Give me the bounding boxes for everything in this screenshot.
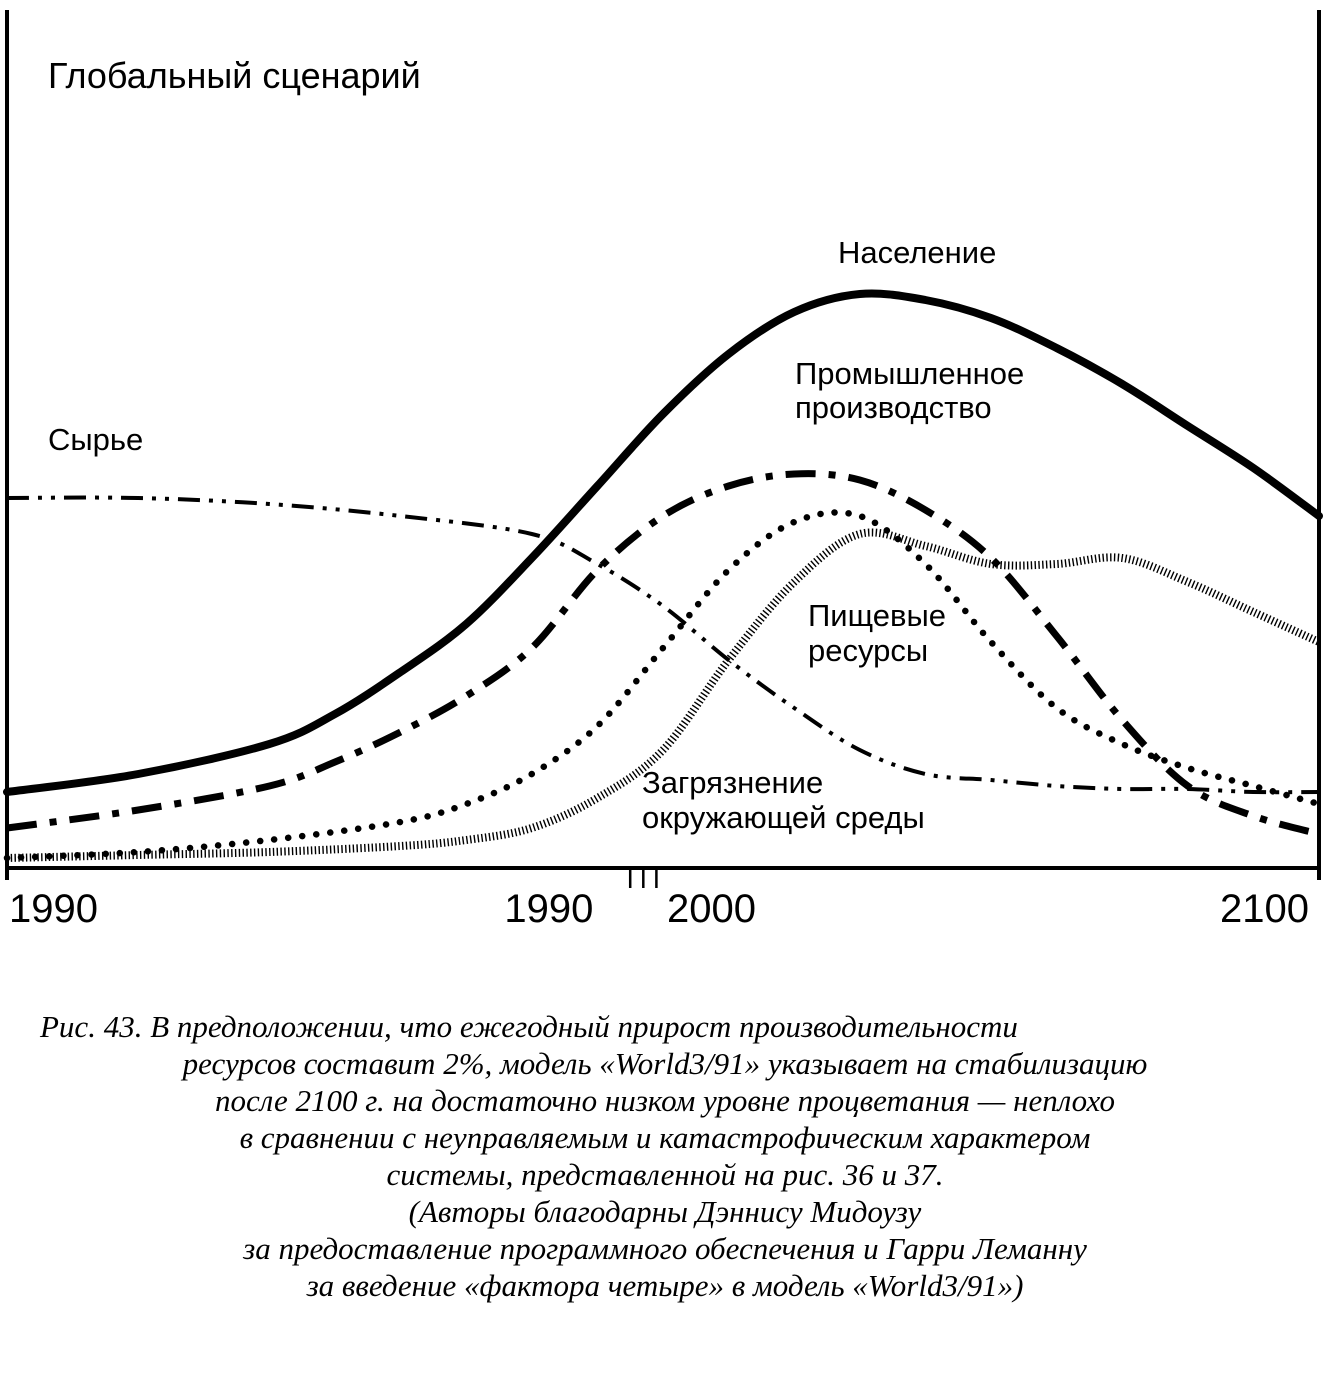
caption-line: после 2100 г. на достаточно низком уровне процветания — неплохо: [215, 1083, 1115, 1118]
x-tick-label: 2100: [1220, 887, 1309, 931]
x-tick-label: 2000: [667, 887, 756, 931]
label-raw: Сырье: [48, 422, 144, 457]
caption-line: системы, представленной на рис. 36 и 37.: [386, 1157, 944, 1192]
series-line-population: [7, 293, 1319, 792]
x-tick-label: 1990: [9, 887, 98, 931]
x-tick-label: 1990: [504, 887, 594, 931]
label-food-line2: ресурсы: [808, 633, 929, 668]
label-industry-line1: Промышленное: [795, 356, 1025, 391]
chart-title: Глобальный сценарий: [48, 55, 421, 96]
caption-line: в сравнении с неуправляемым и катастрофическим характером: [239, 1120, 1091, 1155]
label-food-line1: Пищевые: [808, 598, 946, 633]
label-population: Население: [838, 235, 997, 270]
x-axis-ticks: [9, 868, 1309, 931]
caption-line: за предоставление программного обеспечения и Гарри Леманну: [243, 1231, 1087, 1266]
caption-line: (Авторы благодарны Дэннису Мидоузу: [408, 1194, 922, 1229]
caption-line: ресурсов составит 2%, модель «World3/91» указывает на стабилизацию: [182, 1046, 1148, 1081]
caption-line: за введение «фактора четыре» в модель «World3/91»): [306, 1268, 1024, 1303]
label-pollution-line1: Загрязнение: [642, 765, 824, 800]
label-pollution-line2: окружающей среды: [642, 800, 925, 835]
label-industry-line2: производство: [795, 390, 992, 425]
caption-line: Рис. 43. В предположении, что ежегодный прирост производительности: [40, 1009, 1018, 1044]
figure-caption: [20, 1008, 1310, 1304]
